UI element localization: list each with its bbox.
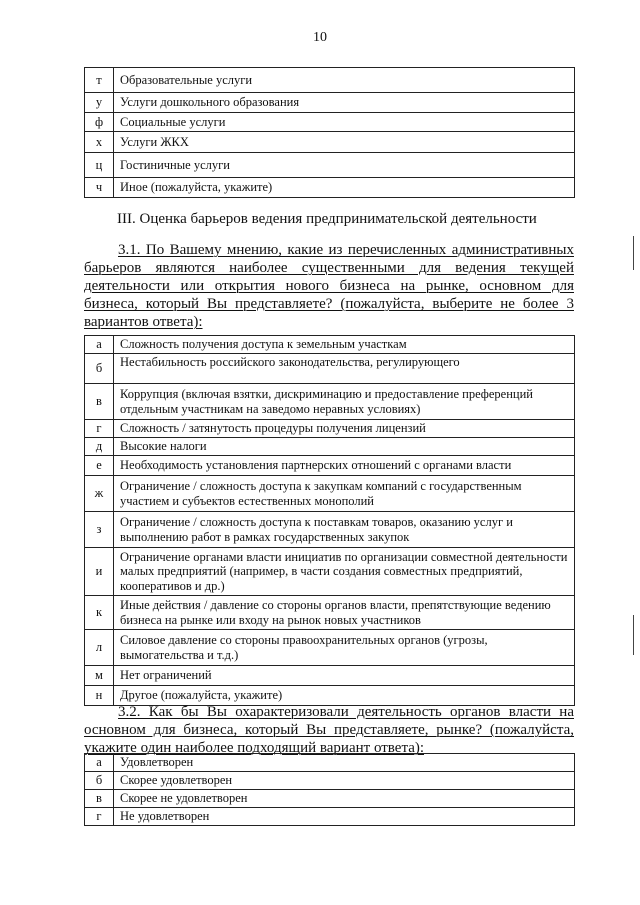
option-letter: ц (85, 153, 114, 178)
table-row (85, 384, 575, 420)
table-row (85, 354, 575, 384)
table-row (85, 438, 575, 456)
option-text: Образовательные услуги (114, 68, 575, 93)
table-row (85, 420, 575, 438)
table-row (85, 754, 575, 772)
option-text: Сложность получения доступа к земельным участкам (114, 336, 575, 354)
option-letter: г (85, 808, 114, 826)
table-row (85, 456, 575, 476)
option-text: Силовое давление со стороны правоохранительных органов (угрозы, вымогательства и т.д.) (114, 630, 575, 666)
table-row (85, 336, 575, 354)
option-text: Гостиничные услуги (114, 153, 575, 178)
table-row (85, 596, 575, 630)
table-row (85, 68, 575, 93)
option-letter: в (85, 384, 114, 420)
option-text: Не удовлетворен (114, 808, 575, 826)
option-text: Скорее удовлетворен (114, 772, 575, 790)
option-text: Сложность / затянутость процедуры получения лицензий (114, 420, 575, 438)
option-text: Услуги ЖКХ (114, 132, 575, 153)
option-text: Другое (пожалуйста, укажите) (114, 686, 575, 706)
table-row (85, 153, 575, 178)
table-row (85, 512, 575, 548)
option-letter: н (85, 686, 114, 706)
scan-margin-mark (633, 236, 634, 270)
question-3-1 (84, 241, 574, 331)
assessment-table (84, 753, 575, 826)
option-letter: з (85, 512, 114, 548)
option-text: Необходимость установления партнерских отношений с органами власти (114, 456, 575, 476)
option-letter: ч (85, 178, 114, 198)
table-row (85, 808, 575, 826)
option-letter: а (85, 754, 114, 772)
question-3-2 (84, 703, 574, 757)
option-text: Высокие налоги (114, 438, 575, 456)
option-letter: м (85, 666, 114, 686)
option-letter: д (85, 438, 114, 456)
option-letter: б (85, 354, 114, 384)
table-row (85, 132, 575, 153)
option-letter: х (85, 132, 114, 153)
table-row (85, 772, 575, 790)
option-text: Удовлетворен (114, 754, 575, 772)
option-letter: т (85, 68, 114, 93)
option-letter: к (85, 596, 114, 630)
page-number: 10 (313, 30, 327, 45)
barriers-table (84, 335, 575, 706)
table-row (85, 666, 575, 686)
option-letter: б (85, 772, 114, 790)
option-letter: у (85, 93, 114, 113)
table-row (85, 178, 575, 198)
option-letter: и (85, 548, 114, 596)
scan-margin-mark (633, 615, 634, 655)
services-table (84, 67, 575, 198)
option-text: Ограничение / сложность доступа к поставкам товаров, оказанию услуг и выполнению работ в рамках государственных закупок (114, 512, 575, 548)
option-letter: л (85, 630, 114, 666)
option-text: Услуги дошкольного образования (114, 93, 575, 113)
option-letter: в (85, 790, 114, 808)
table-row (85, 113, 575, 132)
option-text: Коррупция (включая взятки, дискриминацию и предоставление преференций отдельным участникам на заведомо неравных условиях) (114, 384, 575, 420)
table-row (85, 548, 575, 596)
option-letter: а (85, 336, 114, 354)
option-letter: е (85, 456, 114, 476)
table-row (85, 630, 575, 666)
question-3-2-text: 3.2. Как бы Вы охарактеризовали деятельность органов власти на основном для бизнеса, который Вы представляете, рынке? (пожалуйста, укажите один наиболее подходящий вариант ответа): (84, 704, 574, 756)
table-row (85, 93, 575, 113)
option-text: Нет ограничений (114, 666, 575, 686)
question-3-1-text: 3.1. По Вашему мнению, какие из перечисленных административных барьеров являются наиболее существенными для ведения текущей деятельности или открытия нового бизнеса на рынке, основном для бизнеса, который Вы представляете? (пожалуйста, выберите не более 3 вариантов ответа): (84, 242, 574, 330)
option-text: Социальные услуги (114, 113, 575, 132)
option-letter: ф (85, 113, 114, 132)
option-letter: ж (85, 476, 114, 512)
option-text: Нестабильность российского законодательства, регулирующего (114, 354, 575, 384)
table-row (85, 790, 575, 808)
option-text: Скорее не удовлетворен (114, 790, 575, 808)
option-text: Иное (пожалуйста, укажите) (114, 178, 575, 198)
option-letter: г (85, 420, 114, 438)
table-row (85, 476, 575, 512)
section-heading: III. Оценка барьеров ведения предпринимательской деятельности (117, 211, 537, 227)
option-text: Иные действия / давление со стороны органов власти, препятствующие ведению бизнеса на рынке или входу на рынок новых участников (114, 596, 575, 630)
option-text: Ограничение органами власти инициатив по организации совместной деятельности малых предприятий (например, в части создания совместных предприятий, кооперативов и др.) (114, 548, 575, 596)
option-text: Ограничение / сложность доступа к закупкам компаний с государственным участием и субъектов естественных монополий (114, 476, 575, 512)
